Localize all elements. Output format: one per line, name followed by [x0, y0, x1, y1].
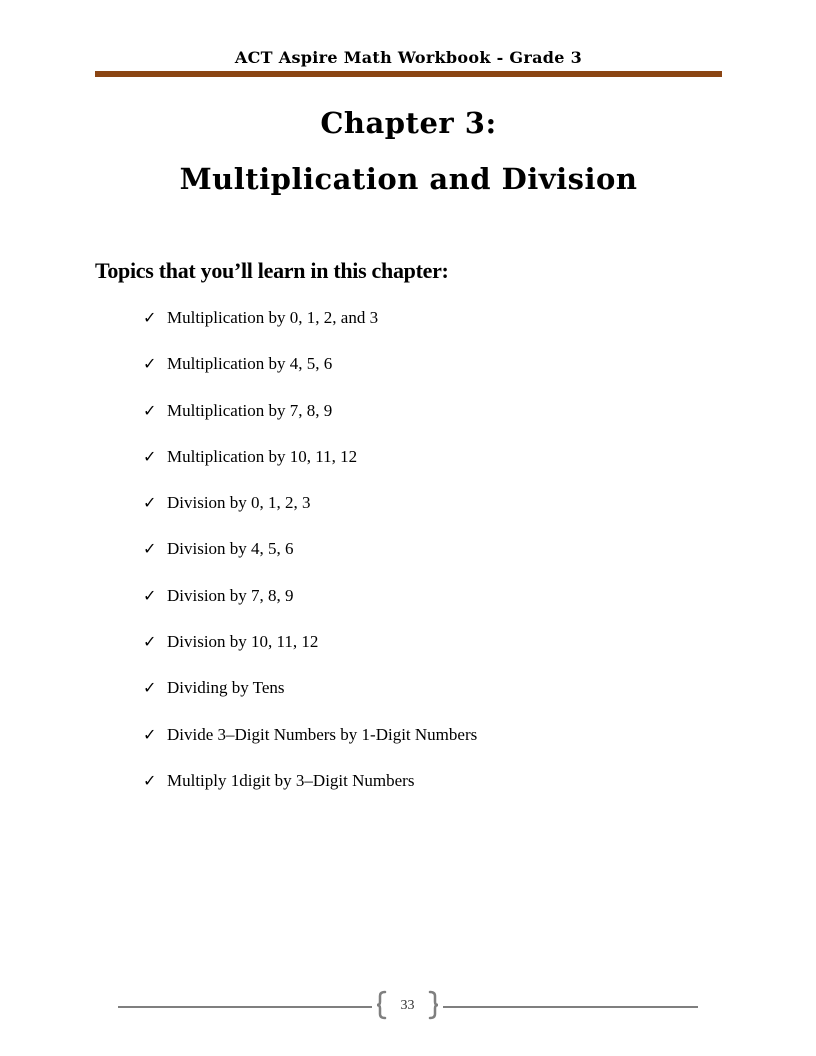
topic-text: Multiplication by 0, 1, 2, and 3	[167, 308, 379, 327]
list-item	[143, 490, 477, 536]
topic-text: Dividing by Tens	[167, 678, 285, 698]
topic-text: Division by 7, 8, 9	[167, 585, 294, 605]
topic-text: Division by 10, 11, 12	[167, 632, 319, 652]
topics-list	[143, 305, 477, 814]
topic-text: Division by 4, 5, 6	[167, 539, 294, 559]
list-item	[143, 351, 477, 397]
checkmark-icon: ✓	[143, 495, 157, 513]
checkmark-icon: ✓	[143, 541, 157, 559]
checkmark-icon: ✓	[143, 356, 157, 374]
checkmark-icon: ✓	[143, 448, 157, 466]
list-item	[143, 444, 477, 490]
footer-rule-right	[443, 1006, 698, 1008]
checkmark-icon: ✓	[143, 634, 157, 652]
running-header: ACT Aspire Math Workbook - Grade 3	[234, 48, 583, 67]
list-item	[143, 398, 477, 444]
footer-rule-left	[118, 1006, 372, 1008]
topic-text: Division by 0, 1, 2, 3	[167, 493, 311, 513]
left-brace-icon	[375, 990, 387, 1020]
chapter-number: Chapter 3:	[320, 106, 497, 140]
topic-text: Multiply 1digit by 3–Digit Numbers	[167, 770, 415, 790]
list-item	[143, 536, 477, 582]
list-item	[143, 768, 477, 814]
right-brace-icon	[428, 990, 440, 1020]
topic-text: Divide 3–Digit Numbers by 1-Digit Numbers	[167, 724, 478, 744]
chapter-title	[95, 95, 722, 207]
list-item	[143, 305, 477, 351]
checkmark-icon: ✓	[143, 772, 157, 790]
list-item	[143, 675, 477, 721]
list-item	[143, 583, 477, 629]
checkmark-icon: ✓	[143, 726, 157, 744]
topics-heading: Topics that you’ll learn in this chapter:	[95, 258, 449, 283]
page-number: 33	[400, 998, 415, 1013]
checkmark-icon: ✓	[143, 402, 157, 420]
checkmark-icon: ✓	[143, 310, 157, 327]
topic-text: Multiplication by 7, 8, 9	[167, 400, 333, 420]
topic-text: Multiplication by 4, 5, 6	[167, 354, 333, 374]
header-rule	[95, 71, 722, 77]
topic-text: Multiplication by 10, 11, 12	[167, 446, 358, 466]
chapter-name: Multiplication and Division	[179, 162, 638, 196]
checkmark-icon: ✓	[143, 680, 157, 698]
list-item	[143, 722, 477, 768]
list-item	[143, 629, 477, 675]
checkmark-icon: ✓	[143, 587, 157, 605]
